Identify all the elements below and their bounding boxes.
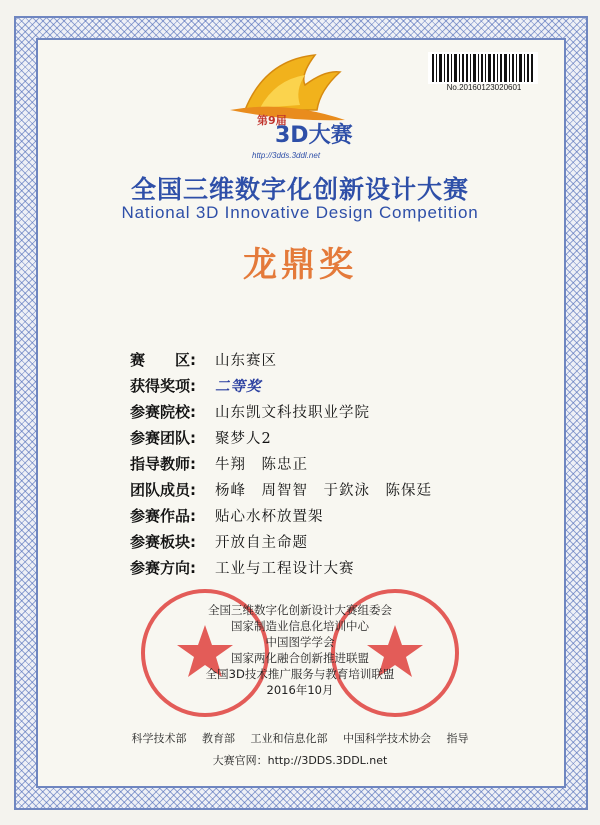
field-value: 牛翔 陈忠正 <box>215 456 308 473</box>
field-members <box>130 476 530 502</box>
guidance-org: 工业和信息化部 <box>250 732 328 745</box>
field-division <box>130 346 530 372</box>
field-label: 参赛团队: <box>130 428 196 447</box>
guidance-org: 中国科学技术协会 <box>343 732 431 745</box>
title-english: National 3D Innovative Design Competition <box>121 203 479 222</box>
guidance-line <box>0 730 600 746</box>
field-work <box>130 502 530 528</box>
field-label: 参赛作品: <box>130 506 196 525</box>
field-value: 山东赛区 <box>215 352 277 369</box>
guidance-org: 科学技术部 <box>131 732 187 745</box>
organizer-line: 国家制造业信息化培训中心 <box>231 619 369 633</box>
field-label: 团队成员: <box>130 480 196 499</box>
website: 大赛官网：http://3DDS.3DDL.net <box>212 754 388 767</box>
field-label: 指导教师: <box>130 454 196 473</box>
field-label: 参赛板块: <box>130 532 196 551</box>
organizer-line: 中国图学学会 <box>265 635 335 649</box>
organizer-line: 全国3D技术推广服务与教育培训联盟 <box>205 667 395 681</box>
field-prize <box>130 372 530 398</box>
organizers <box>0 602 600 698</box>
title-chinese: 全国三维数字化创新设计大赛 <box>130 175 469 204</box>
field-value: 聚梦人2 <box>215 430 272 447</box>
field-school <box>130 398 530 424</box>
field-label: 获得奖项: <box>130 376 196 395</box>
logo-brand: 3D大赛 <box>275 123 353 148</box>
field-value: 贴心水杯放置架 <box>215 508 324 525</box>
field-team <box>130 424 530 450</box>
field-track <box>130 528 530 554</box>
organizer-line: 全国三维数字化创新设计大赛组委会 <box>208 603 392 617</box>
guidance-label: 指导 <box>446 732 469 745</box>
field-value: 二等奖 <box>215 377 262 395</box>
certificate-fields <box>130 346 530 580</box>
field-direction <box>130 554 530 580</box>
competition-logo <box>205 50 365 165</box>
field-value: 杨峰 周智智 于欽泳 陈保廷 <box>215 482 432 499</box>
field-advisors <box>130 450 530 476</box>
field-value: 山东凯文科技职业学院 <box>215 404 370 421</box>
barcode <box>428 52 538 84</box>
logo-url: http://3dds.3ddl.net <box>252 151 321 160</box>
guidance-org: 教育部 <box>202 732 235 745</box>
field-value: 开放自主命题 <box>215 534 308 551</box>
serial-number: No.20160123020601 <box>446 83 522 92</box>
field-label: 赛 区: <box>130 350 196 369</box>
field-label: 参赛院校: <box>130 402 196 421</box>
organizer-line: 国家两化融合创新推进联盟 <box>231 651 369 665</box>
logo-edition: 第9届 <box>257 114 287 127</box>
field-value: 工业与工程设计大赛 <box>215 560 355 577</box>
field-label: 参赛方向: <box>130 558 196 577</box>
issue-date: 2016年10月 <box>266 683 334 697</box>
award-name: 龙鼎奖 <box>243 245 357 285</box>
